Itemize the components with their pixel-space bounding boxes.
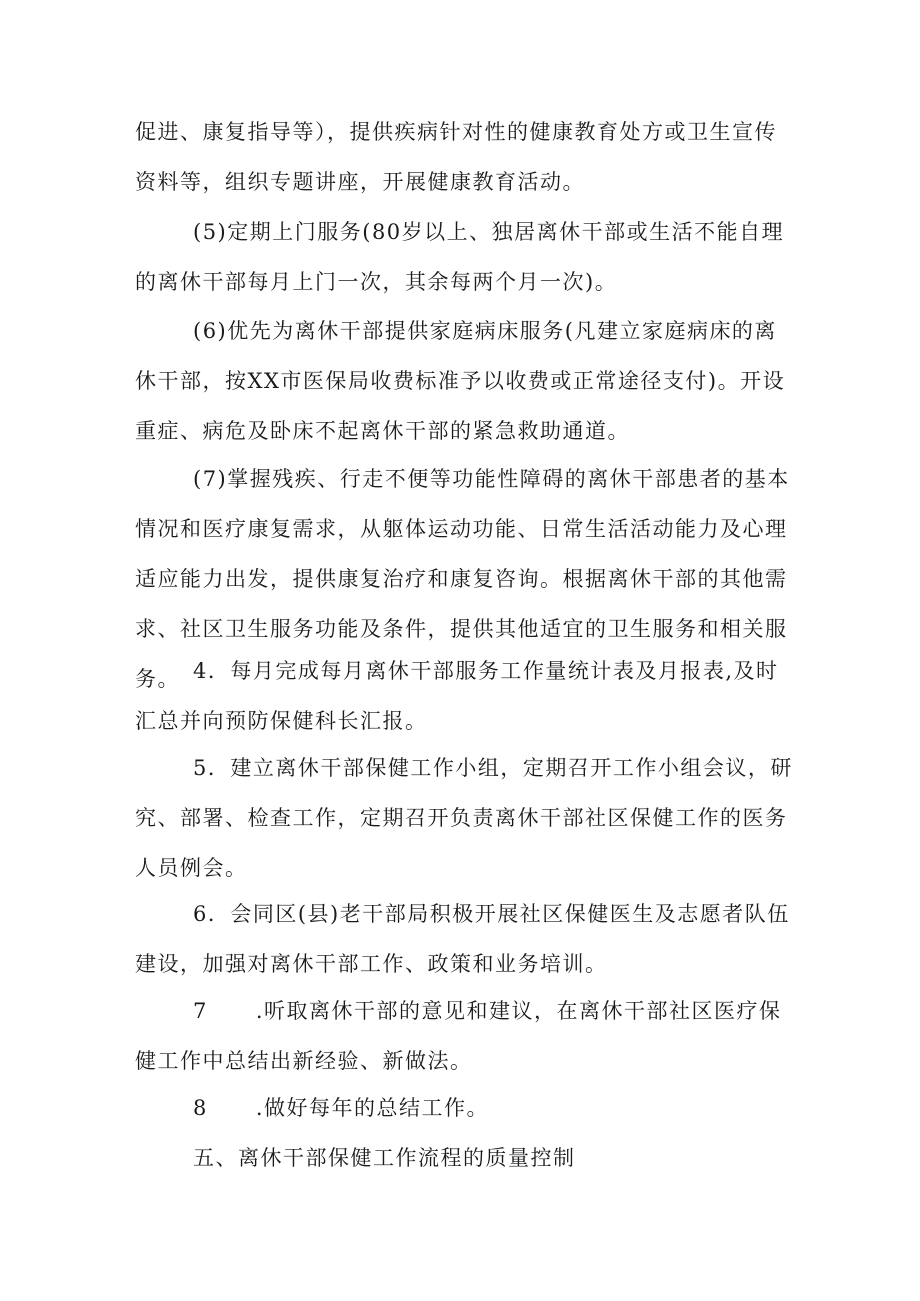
section-number: 7 bbox=[193, 999, 208, 1023]
paragraph-text bbox=[135, 1083, 795, 1133]
section-content: .做好每年的总结工作。 bbox=[255, 1096, 490, 1120]
section-heading-quality-control bbox=[135, 1133, 795, 1183]
paragraph-text: 6．会同区(县)老干部局积极开展社区保健医生及志愿者队伍建设，加强对离休干部工作、政策和业务培训。 bbox=[135, 902, 790, 976]
paragraph-text: (6)优先为离休干部提供家庭病床服务(凡建立家庭病床的离休干部，按XX市医保局收费标准予以收费或正常途径支付)。开设重症、病危及卧床不起离休干部的紧急救助通道。 bbox=[135, 319, 786, 443]
paragraph-item-5 bbox=[135, 207, 795, 307]
paragraph-section-8 bbox=[135, 1083, 795, 1133]
paragraph-text: (5)定期上门服务(80岁以上、独居离休干部或生活不能自理的离休干部每月上门一次，其余每两个月一次)。 bbox=[135, 220, 785, 294]
paragraph-text bbox=[135, 986, 795, 1086]
paragraph-text: 5．建立离休干部保健工作小组，定期召开工作小组会议，研究、部署、检查工作，定期召开负责离休干部社区保健工作的医务人员例会。 bbox=[135, 756, 793, 880]
paragraph-text: 4．每月完成每月离休干部服务工作量统计表及月报表,及时汇总并向预防保健科长汇报。 bbox=[135, 659, 779, 733]
section-number: 8 bbox=[193, 1096, 208, 1120]
paragraph-text: 促进、康复指导等），提供疾病针对性的健康教育处方或卫生宣传资料等，组织专题讲座，开展健康教育活动。 bbox=[135, 120, 777, 194]
heading-text: 五、离休干部保健工作流程的质量控制 bbox=[193, 1146, 576, 1170]
paragraph-section-6 bbox=[135, 889, 795, 989]
paragraph-health-education bbox=[135, 107, 795, 207]
paragraph-section-7 bbox=[135, 986, 795, 1086]
paragraph-section-4 bbox=[135, 646, 795, 746]
paragraph-text: (7)掌握残疾、行走不便等功能性障碍的离休干部患者的基本情况和医疗康复需求，从躯体运动功能、日常生活活动能力及心理适应能力出发，提供康复治疗和康复咨询。根据离休干部的其他需求、社区卫生服务功能及条件，提供其他适宜的卫生服务和相关服务。 bbox=[135, 467, 790, 691]
section-content: .听取离休干部的意见和建议，在离休干部社区医疗保健工作中总结出新经验、新做法。 bbox=[135, 999, 782, 1073]
paragraph-section-5 bbox=[135, 743, 795, 893]
paragraph-item-6 bbox=[135, 306, 795, 456]
